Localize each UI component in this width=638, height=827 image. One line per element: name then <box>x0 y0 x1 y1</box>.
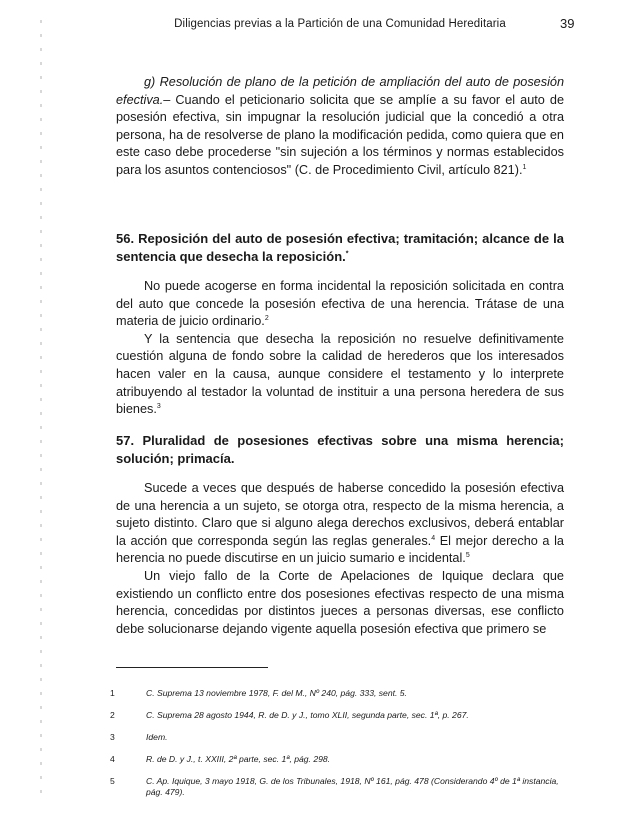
section-57 <box>116 432 564 638</box>
footnote-text: C. Ap. Iquique, 3 mayo 1918, G. de los Tribunales, 1918, Nº 161, pág. 478 (Considerando 4º de 1ª instancia, pág. 479). <box>146 776 559 797</box>
footnote-text: Idem. <box>146 732 168 742</box>
footnote-text: R. de D. y J., t. XXIII, 2ª parte, sec. 1ª, pág. 298. <box>146 754 331 764</box>
section-g <box>116 74 564 180</box>
footnotes <box>110 688 570 802</box>
section-56-heading-text: 56. Reposición del auto de posesión efectiva; tramitación; alcance de la sentencia que desecha la reposición. <box>116 231 564 264</box>
footnote-number: 5 <box>110 776 115 786</box>
footnote-text: C. Suprema 28 agosto 1944, R. de D. y J., tomo XLII, segunda parte, sec. 1ª, p. 267. <box>146 710 469 720</box>
page-number: 39 <box>560 16 575 31</box>
footnote-ref-3[interactable]: 3 <box>156 402 161 410</box>
footnote-ref-1[interactable]: 1 <box>522 163 527 171</box>
section-g-paragraph <box>116 74 564 180</box>
section-57-paragraph-1 <box>116 480 564 568</box>
footnote <box>110 710 570 732</box>
footnote-text: C. Suprema 13 noviembre 1978, F. del M., Nº 240, pág. 333, sent. 5. <box>146 688 407 698</box>
section-56-heading <box>116 230 564 266</box>
section-56-p2-text: Y la sentencia que desecha la reposición no resuelve definitivamente cuestión alguna de fondo sobre la calidad de herederos que los interesados hacen valer en la causa, aunque considere el testamento y lo interprete atribuyendo al testador la voluntad de instituir a una persona heredera de sus bienes. <box>116 331 564 417</box>
section-g-text: Cuando el peticionario solicita que se amplíe a su favor el auto de posesión efectiva, sin impugnar la resolución judicial que la concedió a otra persona, ha de resolverse de plano la modificación pedida, como quiera que en este caso debe procederse "sin sujeción a los términos y normas establecidos para los asuntos contenciosos" (C. de Procedimiento Civil, artículo 821). <box>116 92 565 177</box>
footnote <box>110 732 570 754</box>
footnote <box>110 754 570 776</box>
footnote-number: 2 <box>110 710 115 720</box>
running-head: Diligencias previas a la Partición de una Comunidad Hereditaria <box>174 18 506 30</box>
footnote-divider <box>116 667 268 668</box>
section-56-paragraph-1 <box>116 278 564 331</box>
section-56-p1-text: No puede acogerse en forma incidental la reposición solicitada en contra del auto que concede la posesión efectiva de una herencia. Trátase de una materia de juicio ordinario. <box>116 279 564 329</box>
section-57-p1b-text: El mejor derecho a la herencia no puede discutirse en un juicio sumario e incidental. <box>116 533 564 566</box>
section-g-dash: – <box>163 92 176 107</box>
heading-ref-asterisk[interactable]: * <box>345 250 349 258</box>
scan-edge-artifact <box>40 20 42 800</box>
footnote-number: 1 <box>110 688 115 698</box>
section-57-p1a-text: Sucede a veces que después de haberse concedido la posesión efectiva de una herencia a un sujeto, se otorga otra, respecto de la misma herencia, a sujeto distinto. Claro que si alguno alega derechos exclusivos, deberá entablar la acción que corresponda según las reglas generales. <box>116 481 564 548</box>
section-56 <box>116 230 564 419</box>
footnote-ref-2[interactable]: 2 <box>264 314 269 322</box>
section-56-paragraph-2 <box>116 331 564 419</box>
section-57-paragraph-2: Un viejo fallo de la Corte de Apelaciones de Iquique declara que existiendo un conflicto entre dos posesiones efectivas respecto de una misma herencia, concedidas por distintos jueces a personas diversas, ese conflicto debe solucionarse dejando vigente aquella posesión efectiva que primero se <box>116 568 564 636</box>
footnote-ref-4[interactable]: 4 <box>431 534 436 542</box>
footnote <box>110 776 570 802</box>
footnote <box>110 688 570 710</box>
footnote-ref-5[interactable]: 5 <box>465 552 470 560</box>
section-g-title: g) Resolución de plano de la petición de ampliación del auto de posesión efectiva. <box>116 75 564 107</box>
footnote-number: 4 <box>110 754 115 764</box>
section-57-heading: 57. Pluralidad de posesiones efectivas sobre una misma herencia; solución; primacía. <box>116 433 564 466</box>
footnote-number: 3 <box>110 732 115 742</box>
